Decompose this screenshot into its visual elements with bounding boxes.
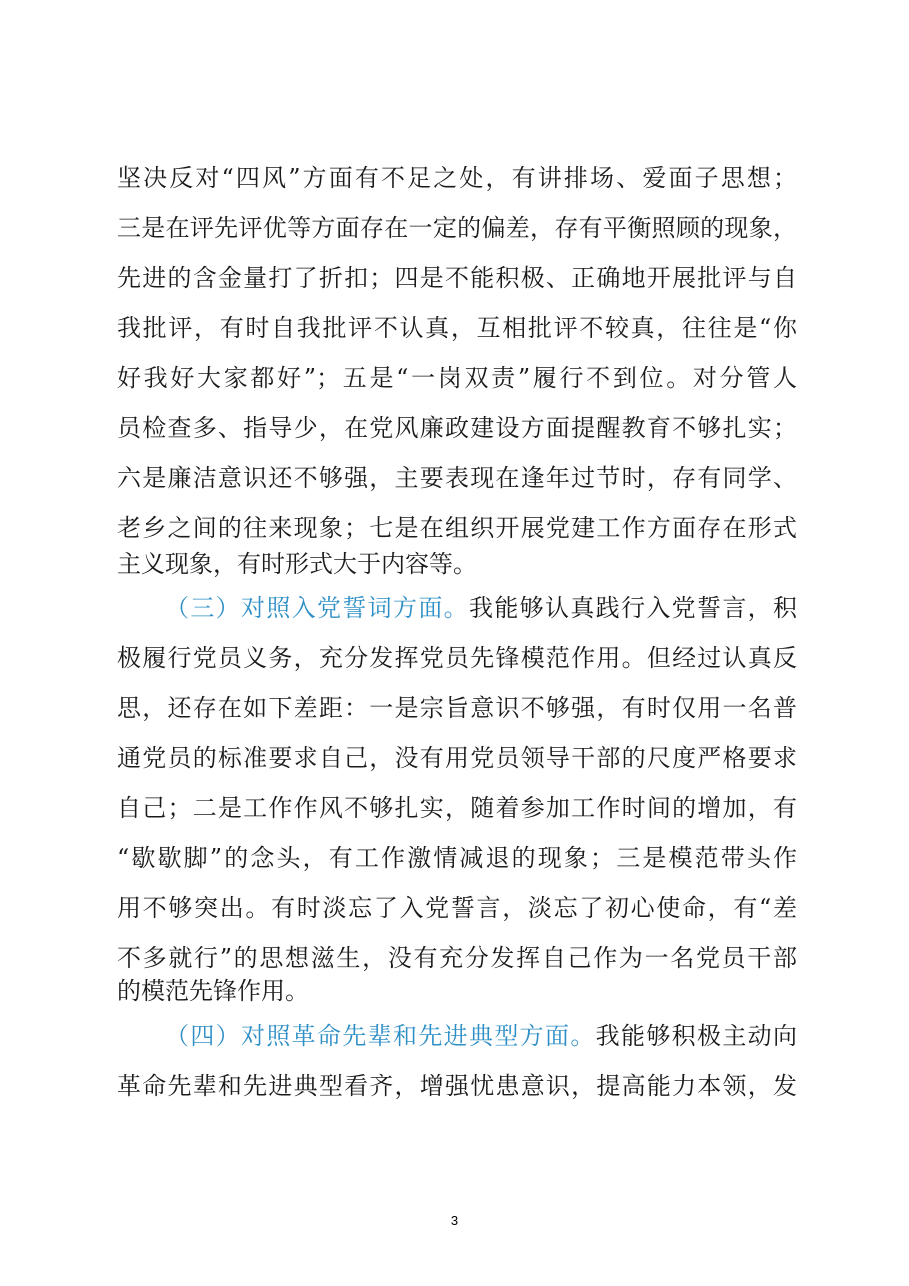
body-text-line: 好我好大家都好”；五是“一岗双责”履行不到位。对分管人: [117, 364, 797, 392]
page-number: 3: [450, 1213, 459, 1228]
section-3-first-line: [165, 588, 797, 628]
body-text-line: “歇歇脚”的念头，有工作激情减退的现象；三是模范带头作: [117, 844, 797, 872]
section-4-first-line: [165, 1016, 797, 1056]
body-text-line: 先进的含金量打了折扣；四是不能积极、正确地开展批评与自: [117, 264, 797, 292]
body-text-line: 老乡之间的往来现象；七是在组织开展党建工作方面存在形式: [117, 514, 797, 542]
body-text-line: 我批评，有时自我批评不认真，互相批评不较真，往往是“你: [117, 314, 797, 342]
body-text-line: 员检查多、指导少，在党风廉政建设方面提醒教育不够扎实；: [117, 414, 797, 442]
body-text-line: 用不够突出。有时淡忘了入党誓言，淡忘了初心使命，有“差: [117, 894, 797, 922]
section-4-heading: （四）对照革命先辈和先进典型方面。: [165, 1022, 596, 1050]
section-3-heading: （三）对照入党誓词方面。: [165, 594, 469, 622]
section-3-first-line-text: 我能够认真践行入党誓言，积: [469, 594, 797, 622]
body-text-line: 极履行党员义务，充分发挥党员先锋模范作用。但经过认真反: [117, 644, 797, 672]
body-text-line: 主义现象，有时形式大于内容等。: [117, 550, 477, 578]
body-text-line: 通党员的标准要求自己，没有用党员领导干部的尺度严格要求: [117, 744, 797, 772]
body-text-line: 革命先辈和先进典型看齐，增强忧患意识，提高能力本领，发: [117, 1072, 797, 1100]
section-4-first-line-text: 我能够积极主动向: [595, 1022, 798, 1050]
body-text-line: 坚决反对“四风”方面有不足之处，有讲排场、爱面子思想；: [117, 164, 797, 192]
body-text-line: 三是在评先评优等方面存在一定的偏差，存有平衡照顾的现象，: [117, 214, 797, 242]
body-text-line: 不多就行”的思想滋生，没有充分发挥自己作为一名党员干部: [117, 944, 797, 972]
body-text-line: 六是廉洁意识还不够强，主要表现在逢年过节时，存有同学、: [117, 464, 797, 492]
body-text-line: 思，还存在如下差距：一是宗旨意识不够强，有时仅用一名普: [117, 694, 797, 722]
body-text-line: 自己；二是工作作风不够扎实，随着参加工作时间的增加，有: [117, 794, 797, 822]
body-text-line: 的模范先锋作用。: [117, 977, 309, 1005]
